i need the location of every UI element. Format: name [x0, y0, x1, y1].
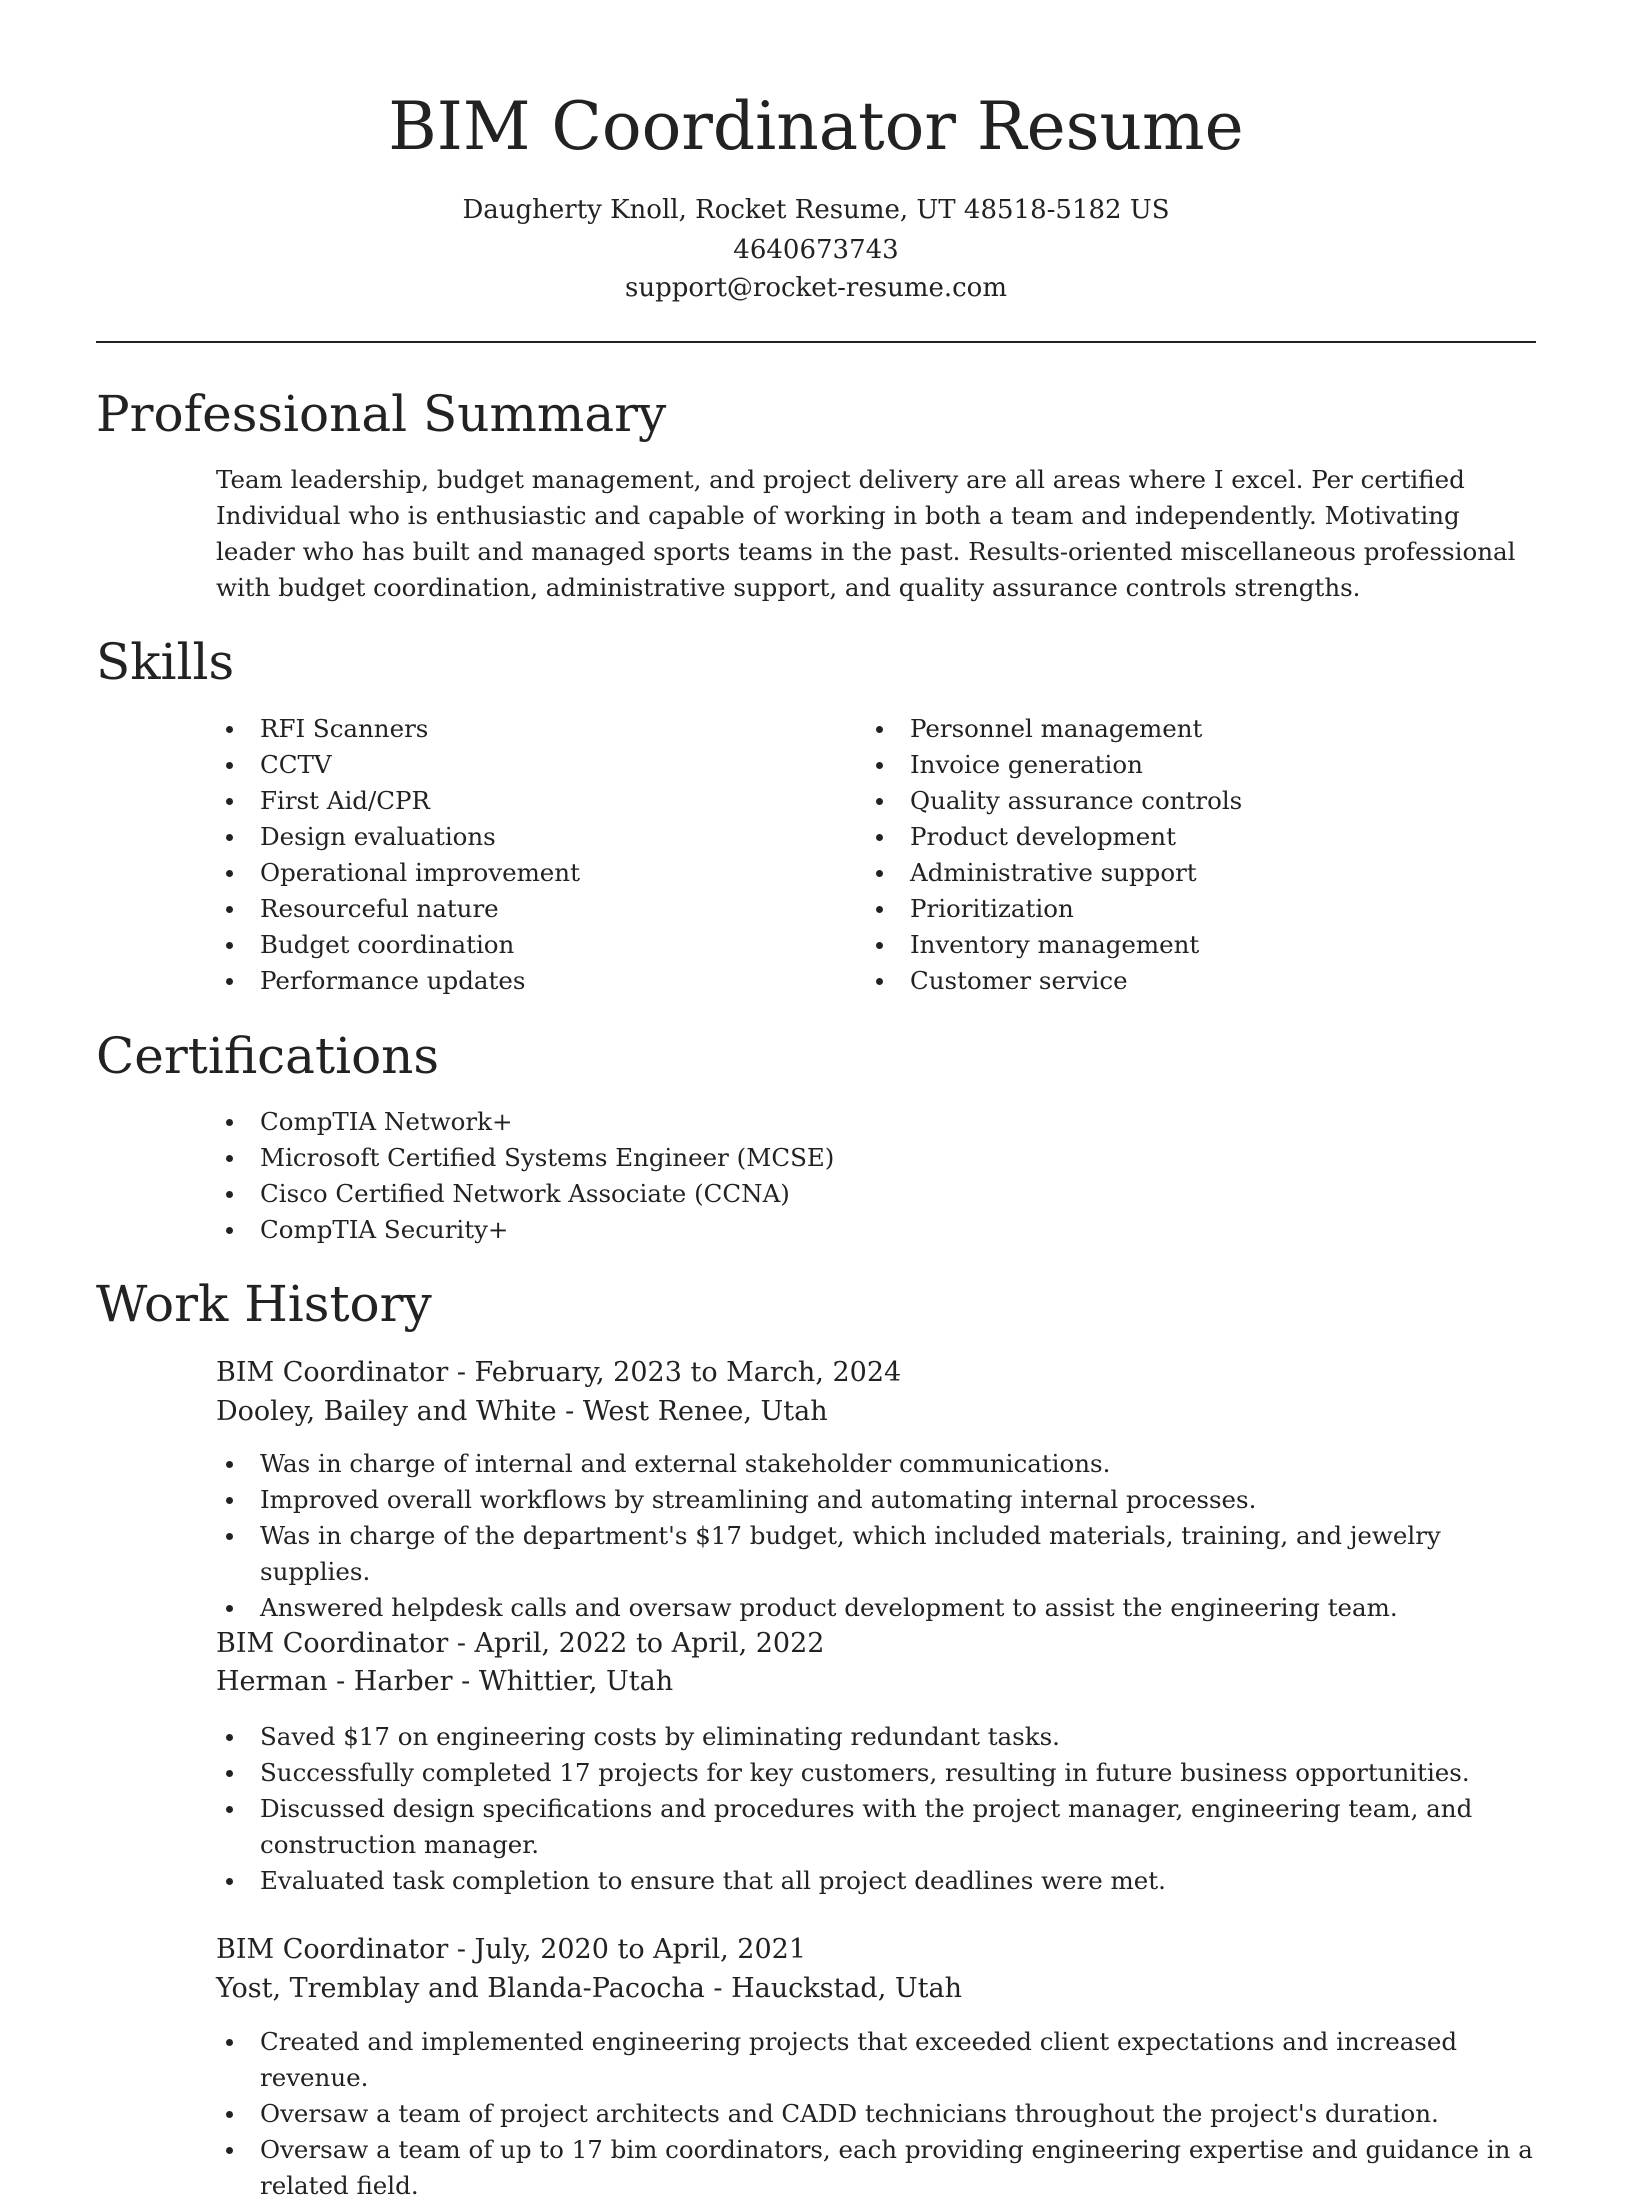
job-company: Herman - Harber: [216, 1666, 453, 1697]
job-company: Dooley, Bailey and White: [216, 1396, 557, 1427]
job-duty: Oversaw a team of project architects and CADD technicians throughout the project's duration.: [216, 2096, 1546, 2132]
job-duty: Answered helpdesk calls and oversaw product development to assist the engineering team.: [216, 1590, 1536, 1626]
resume-title: BIM Coordinator Resume: [388, 88, 1244, 165]
summary-heading: Professional Summary: [96, 385, 667, 443]
skills-heading: Skills: [96, 633, 235, 691]
certification-item: Cisco Certified Network Associate (CCNA): [216, 1176, 1516, 1212]
summary-text: Team leadership, budget management, and project delivery are all areas where I excel. Per certified Individual who is enthusiastic and capable of working in both a team and independently. Motivating leader who has built and managed sports teams in the past. Results-oriented miscellaneous professional with budget coordination, administrative support, and quality assurance controls strengths.: [216, 465, 1516, 602]
skill-item: Operational improvement: [216, 855, 816, 891]
job-duty: Saved $17 on engineering costs by eliminating redundant tasks.: [216, 1719, 1516, 1755]
certification-item: CompTIA Security+: [216, 1212, 1516, 1248]
contact-address: Daugherty Knoll, Rocket Resume, UT 48518-5182 US: [462, 195, 1170, 225]
skill-item: Customer service: [866, 963, 1506, 999]
skill-item: Design evaluations: [216, 819, 816, 855]
job-duty: Evaluated task completion to ensure that all project deadlines were met.: [216, 1863, 1516, 1899]
skill-item: CCTV: [216, 747, 816, 783]
job-location: - West Renee, Utah: [556, 1396, 828, 1427]
job-company: Yost, Tremblay and Blanda-Pacocha: [216, 1973, 705, 2004]
job-dates: - February, 2023 to March, 2024: [448, 1357, 902, 1388]
job-duty: Was in charge of internal and external stakeholder communications.: [216, 1446, 1536, 1482]
job-dates: - April, 2022 to April, 2022: [448, 1628, 825, 1659]
job-title: BIM Coordinator: [216, 1357, 449, 1388]
job-duty: Discussed design specifications and procedures with the project manager, engineering team, and construction manager.: [216, 1791, 1516, 1863]
contact-email: support@rocket-resume.com: [624, 273, 1007, 303]
header-divider: [96, 341, 1536, 343]
certification-item: CompTIA Network+: [216, 1104, 1516, 1140]
skill-item: Prioritization: [866, 891, 1506, 927]
job-duties-list: [216, 2024, 1546, 2204]
job-title-line: [216, 1931, 806, 1969]
skill-item: Budget coordination: [216, 927, 816, 963]
certifications-list: [216, 1104, 1516, 1248]
job-duties-list: [216, 1719, 1516, 1899]
skill-item: Quality assurance controls: [866, 783, 1506, 819]
job-title: BIM Coordinator: [216, 1934, 449, 1965]
job-duty: Improved overall workflows by streamlining and automating internal processes.: [216, 1482, 1536, 1518]
skill-item: Administrative support: [866, 855, 1506, 891]
job-duty: Was in charge of the department's $17 budget, which included materials, training, and jewelry supplies.: [216, 1518, 1536, 1590]
job-duty: Successfully completed 17 projects for key customers, resulting in future business opportunities.: [216, 1755, 1516, 1791]
job-duty: Created and implemented engineering projects that exceeded client expectations and increased revenue.: [216, 2024, 1546, 2096]
job-duties-list: [216, 1446, 1536, 1626]
job-duty: Oversaw a team of up to 17 bim coordinators, each providing engineering expertise and guidance in a related field.: [216, 2132, 1546, 2204]
job-company-line: [216, 1393, 828, 1431]
skill-item: First Aid/CPR: [216, 783, 816, 819]
certifications-heading: Certifications: [96, 1027, 440, 1085]
contact-phone: 4640673743: [733, 235, 899, 265]
skill-item: Performance updates: [216, 963, 816, 999]
job-location: - Whittier, Utah: [452, 1666, 674, 1697]
skills-list-left: [216, 711, 816, 999]
work-history-heading: Work History: [96, 1275, 432, 1333]
certification-item: Microsoft Certified Systems Engineer (MCSE): [216, 1140, 1516, 1176]
job-title: BIM Coordinator: [216, 1628, 449, 1659]
job-company-line: [216, 1970, 962, 2008]
job-title-line: [216, 1625, 824, 1663]
skill-item: Inventory management: [866, 927, 1506, 963]
job-dates: - July, 2020 to April, 2021: [448, 1934, 807, 1965]
job-company-line: [216, 1663, 673, 1701]
skill-item: RFI Scanners: [216, 711, 816, 747]
job-location: - Hauckstad, Utah: [704, 1973, 962, 2004]
skill-item: Personnel management: [866, 711, 1506, 747]
skill-item: Product development: [866, 819, 1506, 855]
skill-item: Resourceful nature: [216, 891, 816, 927]
skills-list-right: [866, 711, 1506, 999]
skill-item: Invoice generation: [866, 747, 1506, 783]
job-title-line: [216, 1354, 901, 1392]
